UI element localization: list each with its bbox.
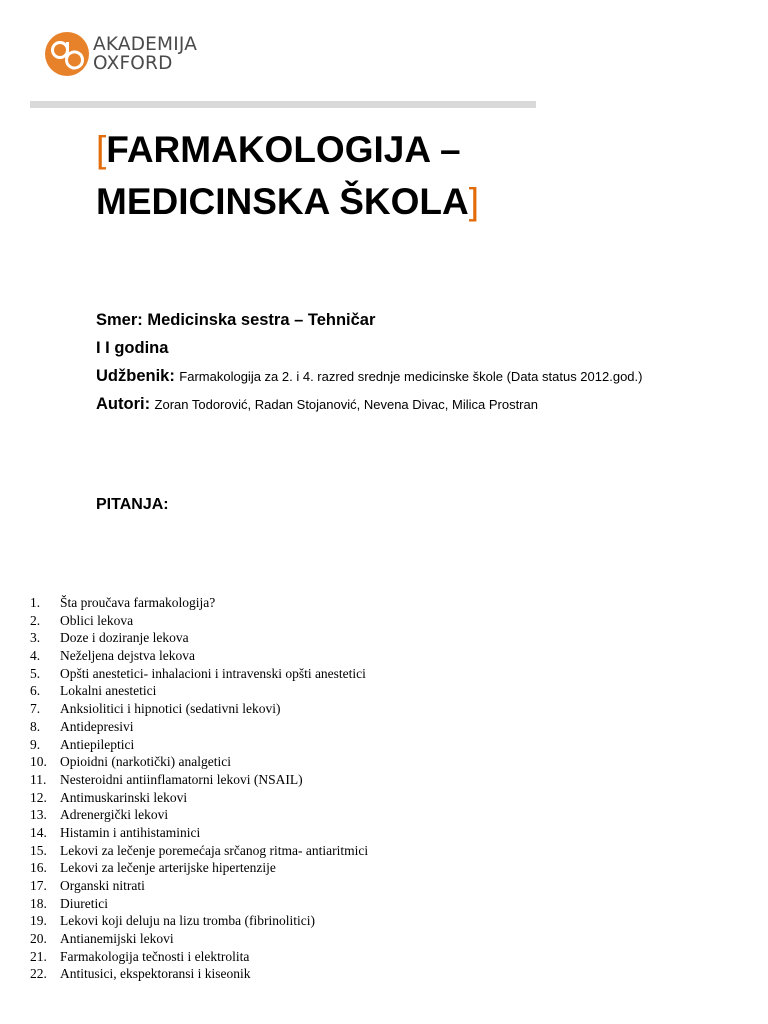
question-text: Histamin i antihistaminici bbox=[60, 824, 201, 840]
logo-line-2: OXFORD bbox=[93, 53, 173, 74]
question-text: Opioidni (narkotički) analgetici bbox=[60, 754, 231, 770]
list-item bbox=[30, 594, 368, 612]
question-number: 3. bbox=[30, 630, 41, 646]
logo-text bbox=[93, 35, 197, 73]
meta-udzbenik bbox=[96, 362, 756, 390]
question-number: 12. bbox=[30, 789, 47, 805]
question-number: 4. bbox=[30, 648, 41, 664]
question-number: 5. bbox=[30, 665, 41, 681]
question-number: 21. bbox=[30, 948, 47, 964]
document-meta bbox=[96, 306, 756, 418]
question-text: Nesteroidni antiinflamatorni lekovi (NSAIL) bbox=[60, 771, 303, 787]
document-title bbox=[96, 124, 656, 228]
question-text: Adrenergički lekovi bbox=[60, 807, 169, 823]
list-item bbox=[30, 965, 368, 983]
question-text: Organski nitrati bbox=[60, 878, 145, 893]
list-item bbox=[30, 753, 368, 771]
list-item bbox=[30, 859, 368, 877]
logo bbox=[44, 30, 197, 78]
question-text: Farmakologija tečnosti i elektrolita bbox=[60, 948, 250, 964]
title-bracket-close: ] bbox=[468, 181, 480, 222]
question-text: Antimuskarinski lekovi bbox=[60, 789, 188, 805]
question-number: 1. bbox=[30, 595, 41, 610]
meta-udzbenik-label: Udžbenik: bbox=[96, 367, 175, 385]
question-text: Opšti anestetici- inhalacioni i intravenski opšti anestetici bbox=[60, 665, 366, 681]
question-number: 11. bbox=[30, 771, 47, 787]
question-text: Lekovi za lečenje poremećaja srčanog ritma- antiaritmici bbox=[60, 842, 369, 858]
question-number: 18. bbox=[30, 895, 47, 911]
list-item bbox=[30, 682, 368, 700]
question-text: Antiepileptici bbox=[60, 736, 135, 752]
question-text: Antidepresivi bbox=[60, 718, 134, 734]
list-item bbox=[30, 895, 368, 913]
title-text-2: MEDICINSKA ŠKOLA bbox=[96, 181, 469, 222]
title-text-1: FARMAKOLOGIJA – bbox=[106, 129, 461, 170]
section-heading: PITANJA: bbox=[96, 496, 169, 513]
meta-autori bbox=[96, 390, 756, 418]
meta-autori-value: Zoran Todorović, Radan Stojanović, Nevena Divac, Milica Prostran bbox=[154, 397, 538, 412]
question-number: 22. bbox=[30, 966, 47, 982]
list-item bbox=[30, 789, 368, 807]
question-text: Doze i doziranje lekova bbox=[60, 630, 189, 646]
list-item bbox=[30, 665, 368, 683]
question-number: 10. bbox=[30, 754, 47, 770]
meta-smer: Smer: Medicinska sestra – Tehničar bbox=[96, 311, 376, 329]
question-text: Diuretici bbox=[60, 895, 108, 911]
question-number: 19. bbox=[30, 913, 47, 929]
question-text: Lokalni anestetici bbox=[60, 683, 157, 699]
question-list bbox=[30, 594, 368, 983]
question-text: Lekovi za lečenje arterijske hipertenzije bbox=[60, 860, 276, 876]
question-number: 2. bbox=[30, 612, 41, 628]
question-number: 16. bbox=[30, 860, 47, 876]
question-text: Anksiolitici i hipnotici (sedativni lekovi) bbox=[60, 701, 281, 717]
question-number: 13. bbox=[30, 807, 47, 823]
list-item bbox=[30, 629, 368, 647]
question-text: Oblici lekova bbox=[60, 612, 134, 628]
question-text: Antianemijski lekovi bbox=[60, 931, 174, 947]
list-item bbox=[30, 948, 368, 966]
title-bracket-open: [ bbox=[96, 129, 107, 170]
question-text: Neželjena dejstva lekova bbox=[60, 648, 195, 664]
list-item bbox=[30, 912, 368, 930]
list-item bbox=[30, 736, 368, 754]
question-number: 9. bbox=[30, 736, 41, 752]
list-item bbox=[30, 806, 368, 824]
header-divider bbox=[30, 101, 536, 108]
question-number: 17. bbox=[30, 878, 47, 893]
list-item bbox=[30, 771, 368, 789]
list-item bbox=[30, 700, 368, 718]
question-number: 6. bbox=[30, 683, 41, 699]
question-number: 14. bbox=[30, 824, 47, 840]
question-number: 20. bbox=[30, 931, 47, 947]
logo-line-1: AKADEMIJA bbox=[93, 34, 198, 55]
meta-udzbenik-value: Farmakologija za 2. i 4. razred srednje medicinske škole (Data status 2012.god.) bbox=[179, 369, 643, 384]
question-text: Lekovi koji deluju na lizu tromba (fibrinolitici) bbox=[60, 913, 315, 929]
list-item bbox=[30, 930, 368, 948]
list-item bbox=[30, 718, 368, 736]
question-text: Antitusici, ekspektoransi i kiseonik bbox=[60, 966, 251, 982]
list-item bbox=[30, 824, 368, 842]
list-item bbox=[30, 842, 368, 860]
question-number: 8. bbox=[30, 718, 41, 734]
list-item bbox=[30, 877, 368, 895]
list-item bbox=[30, 647, 368, 665]
list-item bbox=[30, 612, 368, 630]
question-number: 7. bbox=[30, 701, 41, 717]
question-number: 15. bbox=[30, 842, 47, 858]
meta-godina: I I godina bbox=[96, 339, 169, 357]
meta-autori-label: Autori: bbox=[96, 395, 151, 413]
question-text: Šta proučava farmakologija? bbox=[60, 595, 216, 610]
title-line-2 bbox=[96, 176, 656, 228]
title-line-1 bbox=[96, 124, 656, 176]
akademija-oxford-logo-icon bbox=[44, 31, 90, 77]
